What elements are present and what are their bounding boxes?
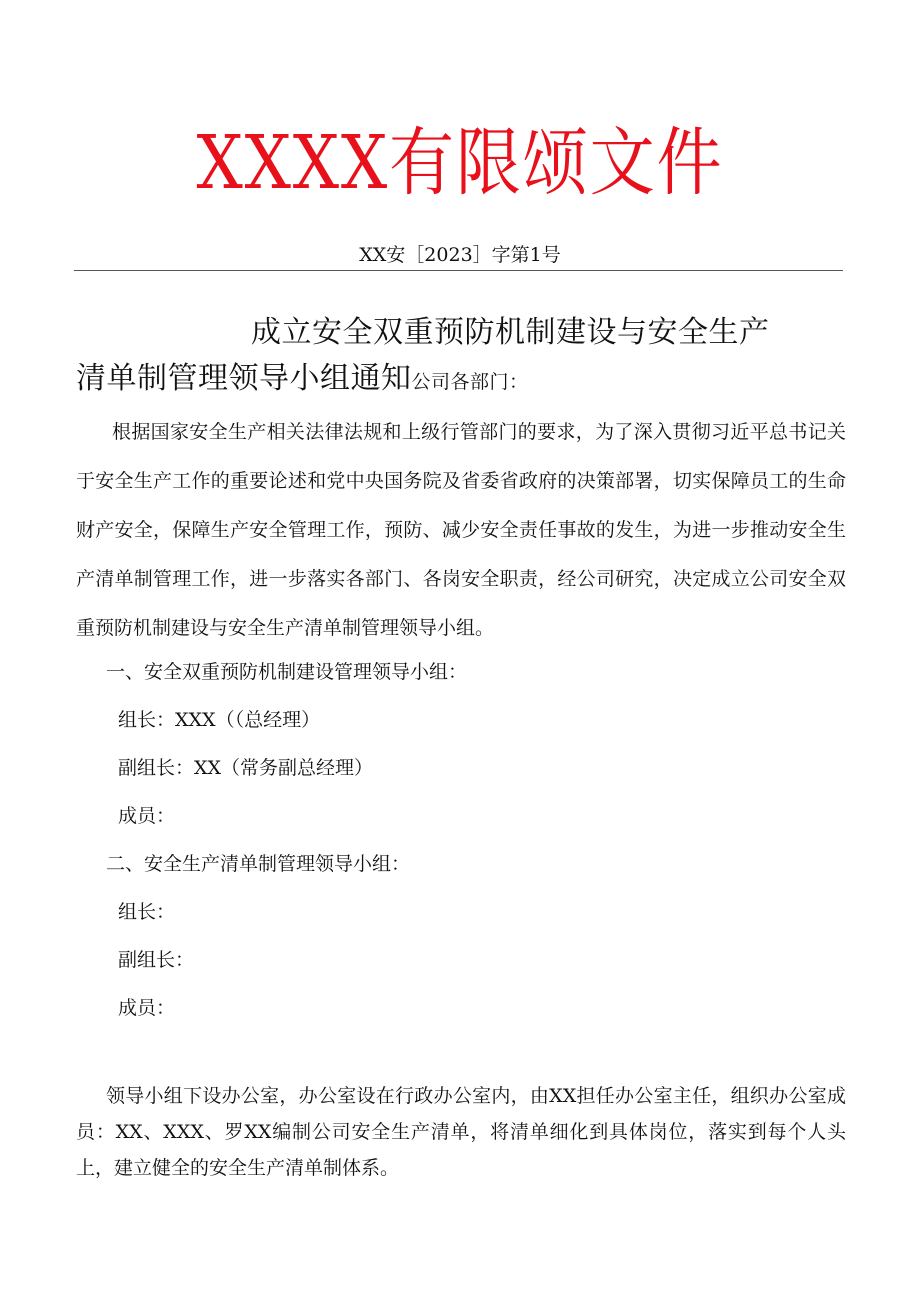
header-divider <box>74 270 843 271</box>
section1-members: 成员： <box>118 805 176 827</box>
closing-paragraph: 领导小组下设办公室，办公室设在行政办公室内，由XX担任办公室主任，组织办公室成员：XX、XXX、罗XX编制公司安全生产清单，将清单细化到具体岗位，落实到每个人头上，建立健全的安全生产清单制体系。 <box>76 1085 846 1179</box>
section1-deputy: 副组长：XX（常务副总经理） <box>118 757 374 779</box>
section2-members: 成员： <box>118 997 176 1019</box>
notice-title-line2: 清单制管理领导小组通知 <box>76 361 412 396</box>
notice-title-line2-wrap <box>76 356 856 405</box>
intro-paragraph: 根据国家安全生产相关法律法规和上级行管部门的要求，为了深入贯彻习近平总书记关于安全生产工作的重要论述和党中央国务院及省委省政府的决策部署，切实保障员工的生命财产安全，保障生产安全管理工作，预防、减少安全责任事故的发生，为进一步推动安全生产清单制管理工作，进一步落实各部门、各岗安全职责，经公司研究，决定成立公司安全双重预防机制建设与安全生产清单制管理领导小组。 <box>76 421 846 639</box>
document-number: XX安［2023］字第1号 <box>359 244 561 266</box>
section2-leader: 组长： <box>118 901 176 923</box>
section2-heading: 二、安全生产清单制管理领导小组： <box>106 853 411 875</box>
salutation: 公司各部门： <box>411 371 529 393</box>
section2-deputy: 副组长： <box>118 949 195 971</box>
section1-heading: 一、安全双重预防机制建设管理领导小组： <box>106 661 468 683</box>
section1-leader: 组长：XXX（（总经理） <box>118 709 321 731</box>
notice-title <box>76 310 856 405</box>
red-header-title: XXXX有限颂文件 <box>196 120 724 206</box>
notice-title-line1: 成立安全双重预防机制建设与安全生产 <box>251 315 770 350</box>
